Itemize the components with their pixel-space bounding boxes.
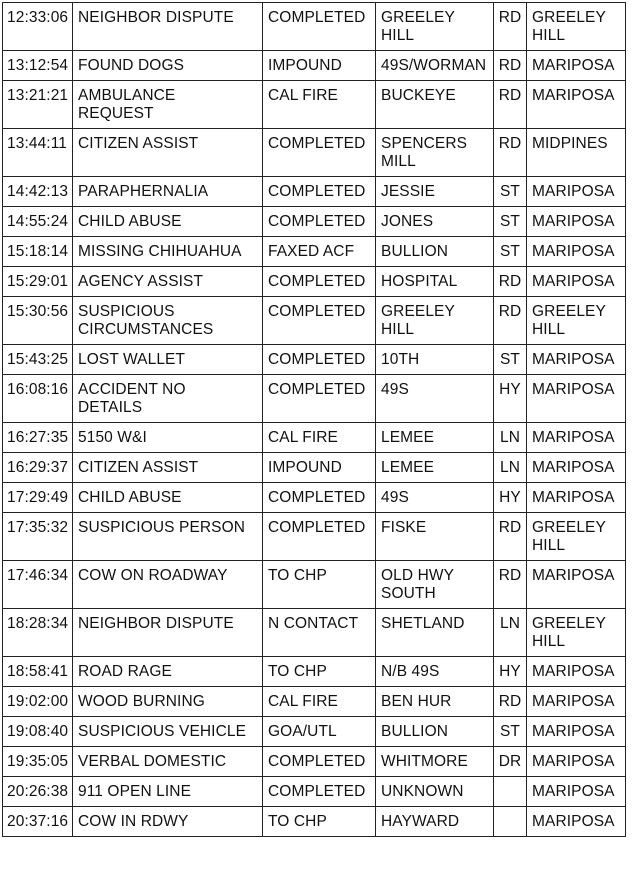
call-time: 19:02:00 [3, 687, 73, 717]
table-row [3, 483, 626, 513]
call-type: ROAD RAGE [73, 657, 263, 687]
call-status: FAXED ACF [263, 237, 376, 267]
call-location: UNKNOWN [376, 777, 494, 807]
call-location: GREELEY HILL [376, 297, 494, 345]
call-status: COMPLETED [263, 747, 376, 777]
call-type: CHILD ABUSE [73, 207, 263, 237]
call-city: MARIPOSA [527, 687, 626, 717]
call-type: NEIGHBOR DISPUTE [73, 609, 263, 657]
call-type: WOOD BURNING [73, 687, 263, 717]
call-location: BULLION [376, 717, 494, 747]
call-type: COW IN RDWY [73, 807, 263, 837]
call-time: 13:21:21 [3, 81, 73, 129]
street-suffix: ST [494, 237, 527, 267]
call-location: FISKE [376, 513, 494, 561]
call-city: MARIPOSA [527, 237, 626, 267]
call-time: 16:27:35 [3, 423, 73, 453]
call-time: 15:29:01 [3, 267, 73, 297]
table-row [3, 609, 626, 657]
call-location: 49S/WORMAN [376, 51, 494, 81]
call-city: MARIPOSA [527, 483, 626, 513]
street-suffix: RD [494, 267, 527, 297]
call-city: MARIPOSA [527, 51, 626, 81]
table-row [3, 177, 626, 207]
call-type: CHILD ABUSE [73, 483, 263, 513]
call-status: COMPLETED [263, 375, 376, 423]
street-suffix: RD [494, 297, 527, 345]
call-location: GREELEY HILL [376, 3, 494, 51]
table-row [3, 687, 626, 717]
call-city: MARIPOSA [527, 177, 626, 207]
street-suffix: LN [494, 453, 527, 483]
table-row [3, 51, 626, 81]
table-row [3, 513, 626, 561]
call-time: 19:08:40 [3, 717, 73, 747]
table-row [3, 3, 626, 51]
call-location: 49S [376, 483, 494, 513]
call-time: 13:12:54 [3, 51, 73, 81]
call-location: BUCKEYE [376, 81, 494, 129]
call-location: JESSIE [376, 177, 494, 207]
call-time: 16:29:37 [3, 453, 73, 483]
call-status: IMPOUND [263, 51, 376, 81]
call-city: MARIPOSA [527, 345, 626, 375]
call-location: 49S [376, 375, 494, 423]
call-city: MARIPOSA [527, 747, 626, 777]
street-suffix [494, 777, 527, 807]
call-status: COMPLETED [263, 297, 376, 345]
call-log-body [3, 3, 626, 837]
call-status: GOA/UTL [263, 717, 376, 747]
street-suffix: ST [494, 345, 527, 375]
call-city: MARIPOSA [527, 267, 626, 297]
call-time: 17:29:49 [3, 483, 73, 513]
call-city: MARIPOSA [527, 807, 626, 837]
call-time: 16:08:16 [3, 375, 73, 423]
table-row [3, 423, 626, 453]
street-suffix: DR [494, 747, 527, 777]
street-suffix: HY [494, 375, 527, 423]
call-location: OLD HWY SOUTH [376, 561, 494, 609]
call-type: PARAPHERNALIA [73, 177, 263, 207]
call-time: 12:33:06 [3, 3, 73, 51]
street-suffix: HY [494, 483, 527, 513]
call-location: 10TH [376, 345, 494, 375]
street-suffix: LN [494, 609, 527, 657]
call-city: GREELEY HILL [527, 609, 626, 657]
call-time: 15:30:56 [3, 297, 73, 345]
street-suffix: ST [494, 207, 527, 237]
call-location: HOSPITAL [376, 267, 494, 297]
street-suffix: RD [494, 3, 527, 51]
street-suffix: ST [494, 177, 527, 207]
call-city: MARIPOSA [527, 717, 626, 747]
call-city: MARIPOSA [527, 561, 626, 609]
call-location: SHETLAND [376, 609, 494, 657]
table-row [3, 267, 626, 297]
call-type: SUSPICIOUS CIRCUMSTANCES [73, 297, 263, 345]
call-type: LOST WALLET [73, 345, 263, 375]
call-city: MARIPOSA [527, 453, 626, 483]
street-suffix: RD [494, 687, 527, 717]
call-city: MIDPINES [527, 129, 626, 177]
call-location: LEMEE [376, 453, 494, 483]
call-type: COW ON ROADWAY [73, 561, 263, 609]
call-city: MARIPOSA [527, 375, 626, 423]
call-log-table [2, 2, 626, 837]
table-row [3, 717, 626, 747]
table-row [3, 207, 626, 237]
call-location: JONES [376, 207, 494, 237]
call-city: MARIPOSA [527, 657, 626, 687]
call-location: LEMEE [376, 423, 494, 453]
table-row [3, 561, 626, 609]
table-row [3, 807, 626, 837]
call-type: 5150 W&I [73, 423, 263, 453]
table-row [3, 453, 626, 483]
table-row [3, 237, 626, 267]
call-status: N CONTACT [263, 609, 376, 657]
call-location: N/B 49S [376, 657, 494, 687]
street-suffix [494, 807, 527, 837]
call-city: GREELEY HILL [527, 297, 626, 345]
street-suffix: LN [494, 423, 527, 453]
call-status: COMPLETED [263, 483, 376, 513]
call-status: COMPLETED [263, 129, 376, 177]
call-type: SUSPICIOUS VEHICLE [73, 717, 263, 747]
call-status: COMPLETED [263, 177, 376, 207]
call-status: CAL FIRE [263, 423, 376, 453]
street-suffix: RD [494, 81, 527, 129]
call-type: CITIZEN ASSIST [73, 129, 263, 177]
call-city: MARIPOSA [527, 423, 626, 453]
table-row [3, 657, 626, 687]
call-status: COMPLETED [263, 267, 376, 297]
call-status: TO CHP [263, 807, 376, 837]
call-location: HAYWARD [376, 807, 494, 837]
call-time: 14:55:24 [3, 207, 73, 237]
street-suffix: RD [494, 561, 527, 609]
call-city: MARIPOSA [527, 207, 626, 237]
table-row [3, 375, 626, 423]
call-status: COMPLETED [263, 3, 376, 51]
call-status: COMPLETED [263, 345, 376, 375]
call-time: 17:35:32 [3, 513, 73, 561]
call-type: ACCIDENT NO DETAILS [73, 375, 263, 423]
call-type: FOUND DOGS [73, 51, 263, 81]
call-city: MARIPOSA [527, 81, 626, 129]
call-status: COMPLETED [263, 513, 376, 561]
call-type: CITIZEN ASSIST [73, 453, 263, 483]
street-suffix: RD [494, 513, 527, 561]
table-row [3, 345, 626, 375]
table-row [3, 747, 626, 777]
call-time: 15:18:14 [3, 237, 73, 267]
call-time: 20:26:38 [3, 777, 73, 807]
call-time: 17:46:34 [3, 561, 73, 609]
call-city: MARIPOSA [527, 777, 626, 807]
call-type: SUSPICIOUS PERSON [73, 513, 263, 561]
street-suffix: ST [494, 717, 527, 747]
call-city: GREELEY HILL [527, 3, 626, 51]
call-status: CAL FIRE [263, 81, 376, 129]
call-time: 15:43:25 [3, 345, 73, 375]
call-time: 13:44:11 [3, 129, 73, 177]
call-location: BULLION [376, 237, 494, 267]
table-row [3, 297, 626, 345]
call-status: TO CHP [263, 561, 376, 609]
call-type: MISSING CHIHUAHUA [73, 237, 263, 267]
street-suffix: HY [494, 657, 527, 687]
table-row [3, 129, 626, 177]
call-status: TO CHP [263, 657, 376, 687]
call-type: NEIGHBOR DISPUTE [73, 3, 263, 51]
call-type: 911 OPEN LINE [73, 777, 263, 807]
table-row [3, 81, 626, 129]
call-status: COMPLETED [263, 207, 376, 237]
call-type: VERBAL DOMESTIC [73, 747, 263, 777]
table-row [3, 777, 626, 807]
street-suffix: RD [494, 129, 527, 177]
call-location: BEN HUR [376, 687, 494, 717]
street-suffix: RD [494, 51, 527, 81]
call-location: SPENCERS MILL [376, 129, 494, 177]
call-time: 19:35:05 [3, 747, 73, 777]
call-location: WHITMORE [376, 747, 494, 777]
call-time: 18:28:34 [3, 609, 73, 657]
call-status: IMPOUND [263, 453, 376, 483]
call-type: AMBULANCE REQUEST [73, 81, 263, 129]
call-status: CAL FIRE [263, 687, 376, 717]
call-type: AGENCY ASSIST [73, 267, 263, 297]
call-time: 18:58:41 [3, 657, 73, 687]
call-status: COMPLETED [263, 777, 376, 807]
call-time: 20:37:16 [3, 807, 73, 837]
call-city: GREELEY HILL [527, 513, 626, 561]
call-time: 14:42:13 [3, 177, 73, 207]
